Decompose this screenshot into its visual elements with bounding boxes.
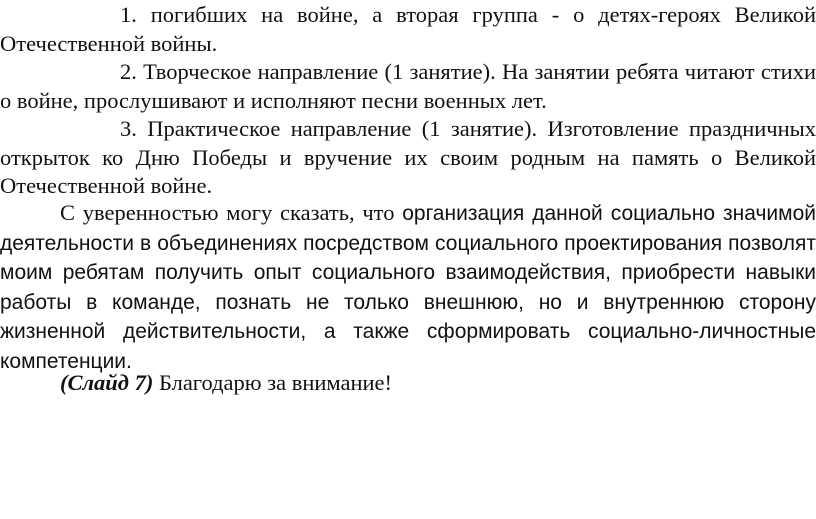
conclusion-body-text: организация данной социально значимой деятельности в объединениях посредством социального проектирования позволят моим ребятам получить опыт социального взаимодействия, приобрести навыки работы в команде, познать не только внешнюю, но и внутреннюю сторону жизненной действительности, а также сформировать социально-личностные компетенции. xyxy=(0,202,816,373)
list-item-text: Творческое направление (1 занятие). На занятии ребята читают стихи о войне, прослушивают и исполняют песни военных лет. xyxy=(0,59,816,113)
list-number: 1. xyxy=(120,2,137,27)
conclusion-paragraph xyxy=(0,199,816,376)
list-item-text: погибших на войне, а вторая группа - о детях-героях Великой Отечественной войны. xyxy=(0,2,816,56)
list-number: 3. xyxy=(120,116,137,141)
closing-paragraph xyxy=(0,369,816,398)
list-item-2 xyxy=(0,58,816,115)
conclusion-lead-text: С уверенностью могу сказать, что xyxy=(60,200,395,225)
list-item-3 xyxy=(0,115,816,201)
list-number: 2. xyxy=(120,59,137,84)
slide-reference: (Слайд 7) xyxy=(60,370,154,395)
list-item-text: Практическое направление (1 занятие). Изготовление праздничных открыток ко Дню Победы и вручение их своим родным на память о Великой Отечественной войне. xyxy=(0,116,816,198)
list-item-1 xyxy=(0,1,816,58)
closing-text: Благодарю за внимание! xyxy=(158,370,393,395)
